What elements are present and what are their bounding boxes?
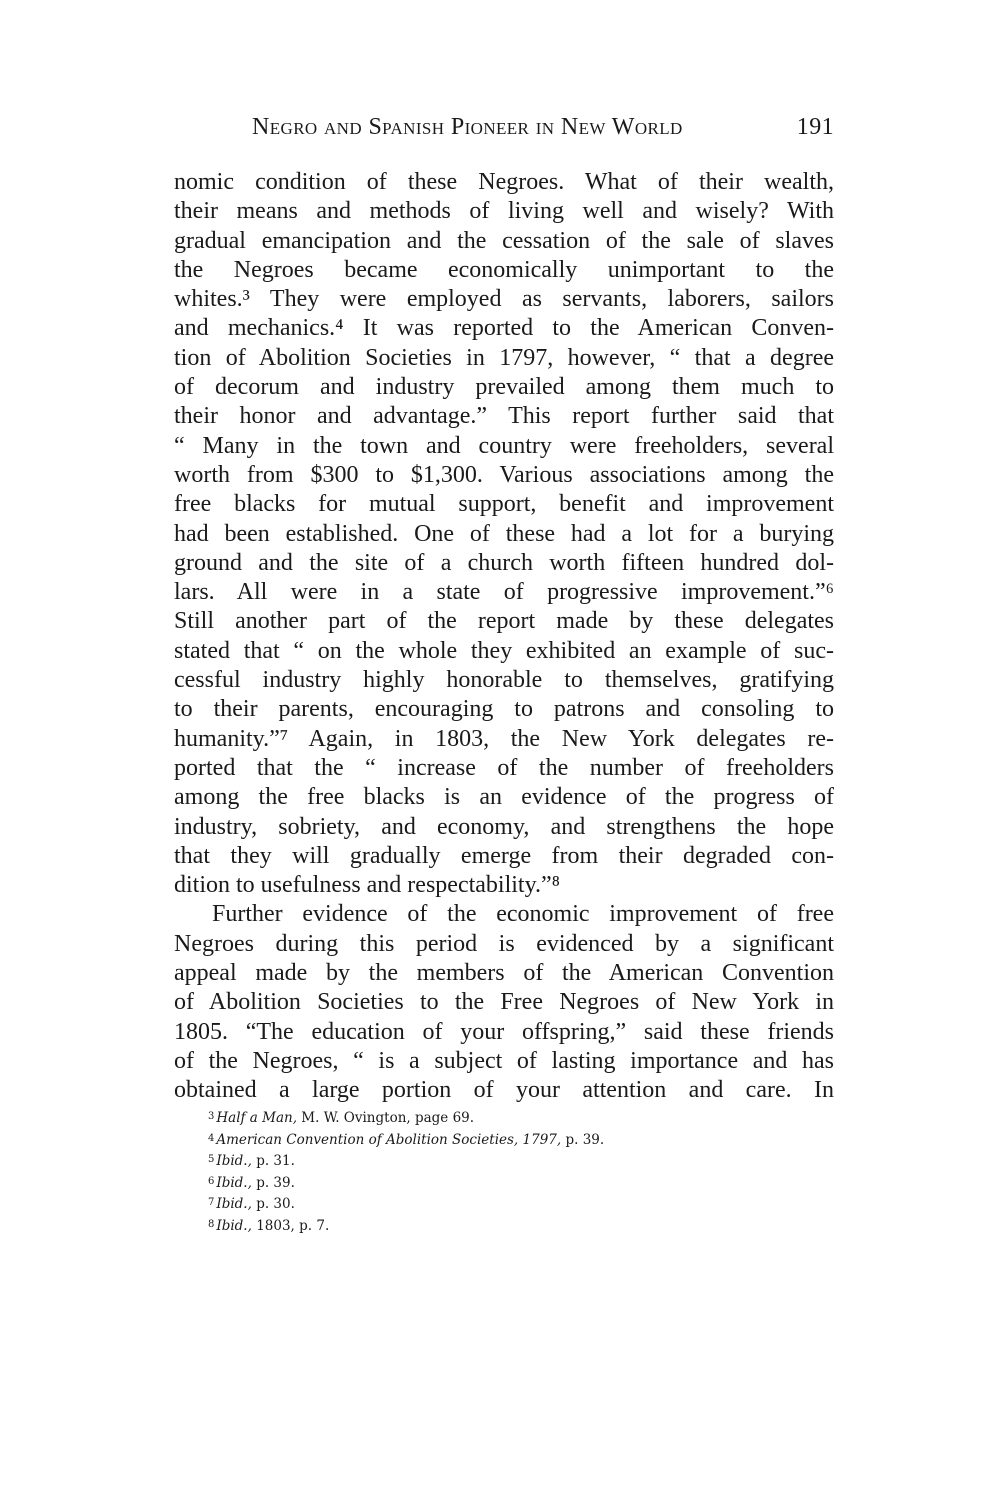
text-line: and mechanics.⁴ It was reported to the American Conven- <box>174 315 834 342</box>
footnote-citation: p. 39. <box>561 1131 605 1148</box>
footnote <box>208 1214 828 1236</box>
footnote <box>208 1106 828 1128</box>
text-line: ground and the site of a church worth fifteen hundred dol- <box>174 549 834 576</box>
footnote-marker: 6 <box>208 1175 215 1187</box>
text-line: lars. All were in a state of progressive improvement.”⁶ <box>174 579 834 606</box>
footnote-marker: 7 <box>208 1197 215 1208</box>
text-line: “ Many in the town and country were freeholders, several <box>174 432 834 459</box>
footnotes <box>208 1106 828 1235</box>
text-line: had been established. One of these had a lot for a burying <box>174 520 834 547</box>
text-line: dition to usefulness and respectability.”⁸ <box>174 872 561 899</box>
text-line: 1805. “The education of your offspring,” said these friends <box>174 1018 834 1045</box>
text-line: gradual emancipation and the cessation of the sale of slaves <box>174 227 834 254</box>
footnote-citation: M. W. Ovington, page 69. <box>297 1110 475 1126</box>
text-line: stated that “ on the whole they exhibited an example of suc- <box>174 637 834 664</box>
text-line: tion of Abolition Societies in 1797, however, “ that a degree <box>174 344 834 371</box>
running-head <box>252 108 834 148</box>
footnote-source-title: Ibid., <box>216 1196 252 1212</box>
footnote-source-title: Half a Man, <box>216 1110 297 1126</box>
text-line: humanity.”⁷ Again, in 1803, the New York delegates re- <box>174 725 834 752</box>
text-line: their honor and advantage.” This report further said that <box>174 403 834 430</box>
text-line: of the Negroes, “ is a subject of lasting importance and has <box>174 1047 834 1074</box>
footnote-marker: 8 <box>208 1218 215 1230</box>
body-text <box>174 168 834 1106</box>
text-line: Negroes during this period is evidenced by a significant <box>174 930 834 957</box>
text-line: worth from $300 to $1,300. Various associations among the <box>174 461 834 488</box>
footnote-citation: p. 30. <box>251 1196 295 1212</box>
text-line: the Negroes became economically unimportant to the <box>174 256 834 283</box>
text-line: to their parents, encouraging to patrons and consoling to <box>174 696 834 723</box>
footnote <box>208 1171 828 1193</box>
text-line: ported that the “ increase of the number of freeholders <box>174 754 834 781</box>
footnote-marker: 3 <box>208 1111 215 1122</box>
text-line: among the free blacks is an evidence of the progress of <box>174 784 834 811</box>
running-head-title: Negro and Spanish Pioneer in New World <box>252 114 683 140</box>
text-line: obtained a large portion of your attention and care. In <box>174 1077 834 1104</box>
text-line: industry, sobriety, and economy, and strengthens the hope <box>174 813 834 840</box>
footnote <box>208 1149 828 1171</box>
text-line: that they will gradually emerge from their degraded con- <box>174 842 834 869</box>
footnote-source-title: Ibid., <box>216 1217 252 1234</box>
footnote-citation: p. 39. <box>251 1174 295 1191</box>
footnote-source-title: Ibid., <box>216 1174 252 1191</box>
text-line: nomic condition of these Negroes. What of their wealth, <box>174 169 834 195</box>
footnote <box>208 1192 828 1214</box>
text-line: Further evidence of the economic improvement of free <box>212 901 834 928</box>
text-line: of Abolition Societies to the Free Negroes of New York in <box>174 989 834 1016</box>
footnote-marker: 4 <box>208 1132 215 1144</box>
footnote-marker: 5 <box>208 1154 215 1165</box>
text-line: cessful industry highly honorable to themselves, gratifying <box>174 667 834 694</box>
text-line: free blacks for mutual support, benefit and improvement <box>174 491 834 518</box>
text-line: of decorum and industry prevailed among them much to <box>174 374 834 401</box>
footnote-citation: p. 31. <box>251 1153 295 1169</box>
text-line: appeal made by the members of the American Convention <box>174 960 834 987</box>
footnote-source-title: Ibid., <box>216 1153 252 1169</box>
text-line: their means and methods of living well and wisely? With <box>174 198 834 225</box>
footnote-citation: 1803, p. 7. <box>251 1217 330 1234</box>
text-line: whites.³ They were employed as servants, laborers, sailors <box>174 286 834 313</box>
text-line: Still another part of the report made by these delegates <box>174 608 834 635</box>
page-number: 191 <box>796 114 834 140</box>
footnote-source-title: American Convention of Abolition Societies, 1797, <box>216 1131 562 1148</box>
footnote <box>208 1128 828 1150</box>
